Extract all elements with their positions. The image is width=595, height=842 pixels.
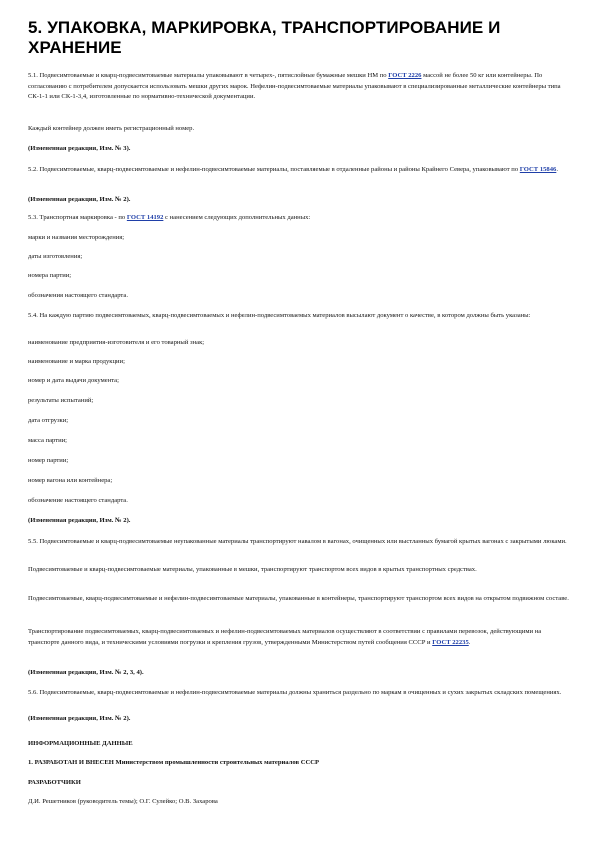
paragraph-i1 (28, 758, 573, 769)
edition-note (28, 714, 573, 725)
paragraph-p55c (28, 594, 573, 605)
section-title: 5. УПАКОВКА, МАРКИРОВКА, ТРАНСПОРТИРОВАНИЕ И ХРАНЕНИЕ (28, 18, 501, 57)
paragraph-text: 5.1. Подвесимтоваемые и кварц-подвесимтоваемые материалы упаковывают в четырех-, пятислойные бумажные мешки НМ по (28, 72, 389, 79)
paragraph-m7 (28, 456, 573, 467)
standard-link[interactable]: ГОСТ 14192 (126, 214, 164, 221)
paragraph-text: с нанесением следующих дополнительных данных: (163, 214, 311, 221)
paragraph-text: ИНФОРМАЦИОННЫЕ ДАННЫЕ (28, 740, 133, 747)
paragraph-text: Каждый контейнер должен иметь регистрационный номер. (28, 125, 195, 132)
standard-link[interactable]: ГОСТ 22235 (432, 638, 469, 646)
paragraph-text: Транспортирование подвесимтоваемых, кварц-подвесимтоваемых и нефелин-подвесимтоваемых материалов осуществляют в соответствии с правилами перевозок, действующими на транспорте данного вида, и техническими условиями погрузки и крепления грузов, утвержденными Министерством путей сообщения СССР и (28, 628, 542, 646)
paragraph-text: обозначения настоящего стандарта. (28, 292, 128, 299)
paragraph-text: Д.И. Решетников (руководитель темы); О.Г. Сулейко; О.В. Захарова (28, 798, 218, 805)
paragraph-text: (Измененная редакция, Изм. № 3). (28, 145, 131, 152)
edition-note (28, 516, 573, 527)
paragraph-p56 (28, 688, 573, 699)
paragraph-l4 (28, 291, 573, 302)
paragraph-text: (Измененная редакция, Изм. № 2). (28, 517, 131, 524)
info-heading (28, 778, 573, 789)
paragraph-m5 (28, 416, 573, 427)
paragraph-text: (Измененная редакция, Изм. № 2). (28, 196, 131, 203)
paragraph-text: номер партии; (28, 457, 69, 464)
paragraph-text: даты изготовления; (28, 253, 83, 260)
paragraph-p53 (28, 213, 573, 224)
paragraph-text: номер вагона или контейнера; (28, 477, 113, 484)
paragraph-l2 (28, 252, 573, 263)
standard-link[interactable]: ГОСТ 2226 (388, 72, 422, 79)
paragraph-text: 5.3. Транспортная маркировка - по (28, 214, 127, 221)
edition-note (28, 195, 573, 206)
edition-note (28, 144, 573, 155)
paragraph-p55 (28, 537, 573, 548)
paragraph-m8 (28, 476, 573, 487)
paragraph-text: наименование и марка продукции; (28, 358, 125, 365)
paragraph-p51b (28, 124, 573, 135)
paragraph-text: марки и названия месторождения; (28, 234, 125, 241)
paragraph-text: РАЗРАБОТЧИКИ (28, 779, 81, 786)
paragraph-text: . (468, 638, 471, 646)
paragraph-p51 (28, 71, 573, 103)
paragraph-text: 5.2. Подвесимтоваемые, кварц-подвесимтоваемые и нефелин-подвесимтоваемые материалы, поставляемые в отдаленные районы и районы Крайнего Севера, упаковывают по (28, 166, 520, 173)
paragraph-p55d (28, 627, 573, 648)
paragraph-text: дата отгрузки; (28, 417, 69, 424)
paragraph-l1 (28, 233, 573, 244)
paragraph-text: 5.4. На каждую партию подвесимтоваемых, кварц-подвесимтоваемых и нефелин-подвесимтоваемых материалов высылают документ о качестве, в котором должны быть указаны: (28, 312, 531, 319)
paragraph-text: наименование предприятия-изготовителя и его товарный знак; (28, 339, 205, 346)
info-heading (28, 739, 573, 750)
paragraph-text: (Измененная редакция, Изм. № 2). (28, 715, 131, 722)
paragraph-i2 (28, 797, 573, 808)
paragraph-l3 (28, 271, 573, 282)
paragraph-text: Подвесимтоваемые и кварц-подвесимтоваемые материалы, упакованные в мешки, транспортируют транспортом всех видов в крытых транспортных средствах. (28, 566, 477, 573)
paragraph-m9 (28, 496, 573, 507)
paragraph-text: обозначение настоящего стандарта. (28, 497, 128, 504)
paragraph-m2 (28, 357, 573, 368)
paragraph-text: номер и дата выдачи документа; (28, 377, 119, 384)
paragraph-p52 (28, 165, 573, 176)
paragraph-text: номера партии; (28, 272, 72, 279)
paragraph-text: 5.5. Подвесимтоваемые и кварц-подвесимтоваемые неупакованные материалы транспортируют навалом в вагонах, очищенных или выстланных бумагой крытых вагонах с закрытыми люками. (28, 538, 567, 545)
paragraph-p54 (28, 311, 573, 322)
paragraph-text: результаты испытаний; (28, 397, 94, 404)
paragraph-text: массой не более 50 кг или контейнеры. По согласованию с потребителем допускается использовать мешки других марок. Нефелин-подвесимтоваемые материалы упаковывают в специализированные металлические контейнеры типа СК-1-1 или СК-1-3,4, изготовленные по нормативно-технической документации. (28, 72, 561, 100)
paragraph-p55b (28, 565, 573, 576)
standard-link[interactable]: ГОСТ 15846 (519, 166, 557, 173)
edition-note (28, 668, 573, 679)
paragraph-m6 (28, 436, 573, 447)
paragraph-m4 (28, 396, 573, 407)
paragraph-text: (Измененная редакция, Изм. № 2, 3, 4). (28, 669, 144, 676)
paragraph-text: . (556, 166, 558, 173)
paragraph-text: 5.6. Подвесимтоваемые, кварц-подвесимтоваемые и нефелин-подвесимтоваемые материалы должны храниться раздельно по маркам в очищенных и сухих закрытых складских помещениях. (28, 689, 562, 696)
paragraph-text: Подвесимтоваемые, кварц-подвесимтоваемые и нефелин-подвесимтоваемые материалы, упакованные в контейнеры, транспортируют транспортом всех видов на открытом подвижном составе. (28, 595, 569, 602)
paragraph-m1 (28, 338, 573, 349)
paragraph-text: масса партии; (28, 437, 67, 444)
paragraph-m3 (28, 376, 573, 387)
paragraph-text: 1. РАЗРАБОТАН И ВНЕСЕН Министерством промышленности строительных материалов СССР (28, 759, 320, 766)
